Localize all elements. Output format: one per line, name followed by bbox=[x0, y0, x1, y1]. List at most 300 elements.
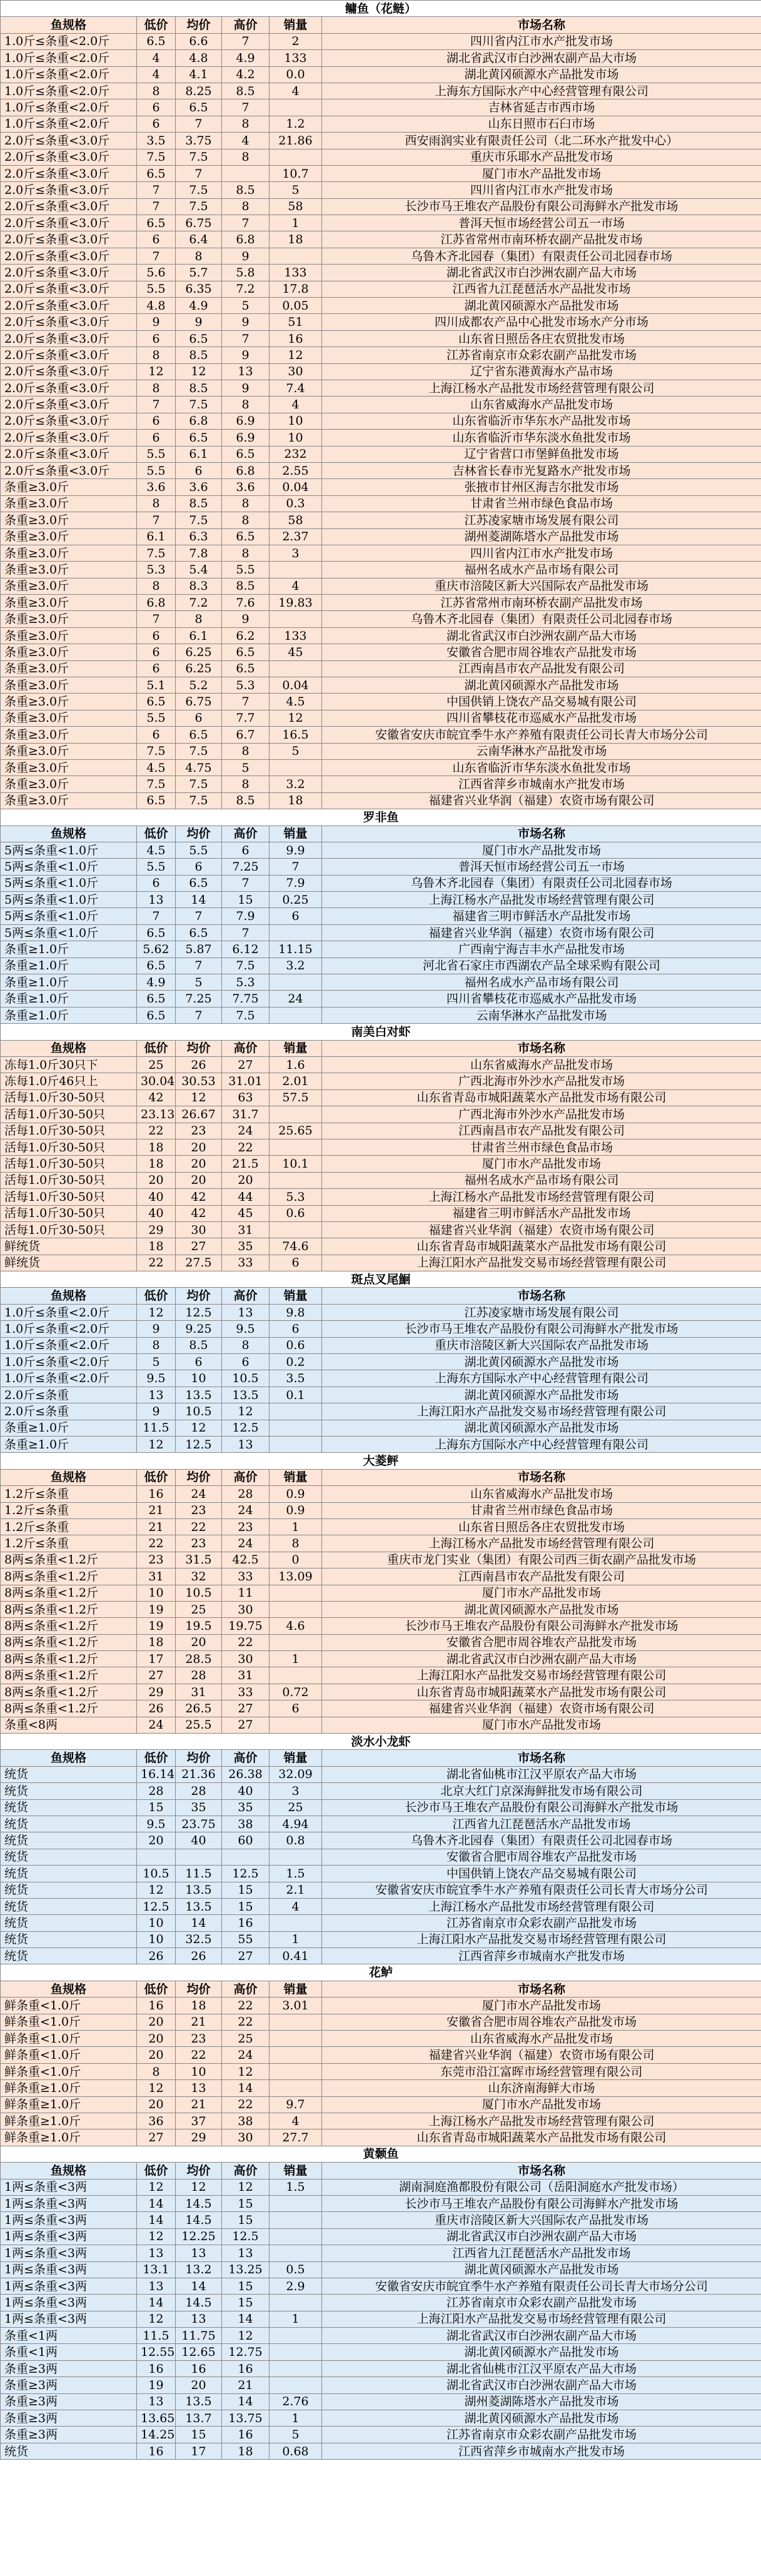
table-row bbox=[1, 1221, 761, 1238]
low-price-cell: 4.8 bbox=[137, 298, 176, 314]
low-price-cell: 18 bbox=[137, 1139, 176, 1155]
spec-cell: 2.0斤≤条重<3.0斤 bbox=[1, 347, 137, 363]
high-price-cell: 20 bbox=[222, 1172, 270, 1188]
spec-cell: 1.0斤≤条重<2.0斤 bbox=[1, 1321, 137, 1337]
volume-cell: 2 bbox=[270, 33, 322, 49]
market-name-cell: 安徽省安庆市皖宜季牛水产养殖有限责任公司长青大市场分公司 bbox=[322, 727, 761, 743]
volume-cell: 1 bbox=[270, 2311, 322, 2327]
avg-price-cell: 7.5 bbox=[176, 182, 222, 198]
avg-price-cell: 15 bbox=[176, 2427, 222, 2443]
avg-price-cell: 25 bbox=[176, 1601, 222, 1617]
low-price-cell: 6 bbox=[137, 430, 176, 446]
spec-cell: 2.0斤≤条重<3.0斤 bbox=[1, 281, 137, 297]
high-price-cell: 7.25 bbox=[222, 859, 270, 875]
spec-cell: 条重≥3.0斤 bbox=[1, 743, 137, 759]
volume-cell: 133 bbox=[270, 627, 322, 644]
spec-cell: 条重<8两 bbox=[1, 1717, 137, 1733]
avg-price-cell: 11.75 bbox=[176, 2328, 222, 2344]
table-row bbox=[1, 1799, 761, 1816]
high-price-cell: 24 bbox=[222, 1502, 270, 1518]
avg-price-cell: 20 bbox=[176, 1172, 222, 1188]
market-name-cell: 中国供销上饶农产品交易城有限公司 bbox=[322, 694, 761, 710]
spec-cell: 2.0斤≤条重<3.0斤 bbox=[1, 133, 137, 149]
high-price-cell: 5.3 bbox=[222, 974, 270, 991]
high-price-cell: 55 bbox=[222, 1931, 270, 1947]
high-price-cell: 7 bbox=[222, 694, 270, 710]
low-price-cell: 13 bbox=[137, 1386, 176, 1403]
table-row bbox=[1, 2113, 761, 2129]
market-name-cell: 四川省攀枝花市巡威水产品批发市场 bbox=[322, 991, 761, 1007]
avg-price-cell: 6.5 bbox=[176, 924, 222, 941]
table-row bbox=[1, 1189, 761, 1205]
spec-cell: 鲜条重<1.0斤 bbox=[1, 2031, 137, 2047]
high-price-cell: 31.7 bbox=[222, 1106, 270, 1123]
table-row bbox=[1, 1915, 761, 1931]
spec-cell: 2.0斤≤条重<3.0斤 bbox=[1, 430, 137, 446]
high-price-cell: 24 bbox=[222, 1123, 270, 1139]
spec-cell: 1.0斤≤条重<2.0斤 bbox=[1, 83, 137, 99]
column-header-row bbox=[1, 1040, 761, 1056]
spec-cell: 1两≤条重<3两 bbox=[1, 2245, 137, 2261]
market-name-header: 市场名称 bbox=[322, 1040, 761, 1056]
spec-cell: 1两≤条重<3两 bbox=[1, 2212, 137, 2228]
spec-cell: 条重≥3两 bbox=[1, 2410, 137, 2427]
avg-price-cell: 27.5 bbox=[176, 1255, 222, 1271]
low-price-cell: 28 bbox=[137, 1783, 176, 1799]
low-price-cell: 10.5 bbox=[137, 1866, 176, 1882]
spec-header: 鱼规格 bbox=[1, 826, 137, 842]
avg-price-cell: 10 bbox=[176, 1370, 222, 1386]
market-name-cell: 中国供销上饶农产品交易城有限公司 bbox=[322, 1866, 761, 1882]
low-price-cell: 26 bbox=[137, 1948, 176, 1964]
high-price-cell: 6.8 bbox=[222, 462, 270, 478]
spec-cell: 5两≤条重<1.0斤 bbox=[1, 859, 137, 875]
table-row bbox=[1, 66, 761, 83]
low-price-cell: 11.5 bbox=[137, 1420, 176, 1436]
avg-price-cell: 26.67 bbox=[176, 1106, 222, 1123]
market-name-cell: 山东省日照岳各庄农贸批发市场 bbox=[322, 330, 761, 346]
market-name-cell: 山东省临沂市华东淡水鱼批发市场 bbox=[322, 759, 761, 775]
table-row bbox=[1, 1304, 761, 1320]
spec-cell: 条重≥3.0斤 bbox=[1, 578, 137, 594]
volume-header: 销量 bbox=[270, 2163, 322, 2179]
volume-cell: 25 bbox=[270, 1799, 322, 1816]
section-title: 鳙鱼（花鲢） bbox=[1, 1, 761, 17]
spec-cell: 8两≤条重<1.2斤 bbox=[1, 1684, 137, 1700]
avg-price-header: 均价 bbox=[176, 826, 222, 842]
low-price-cell: 8 bbox=[137, 380, 176, 396]
avg-price-cell: 7.5 bbox=[176, 149, 222, 165]
market-name-cell: 北京大红门京深海鲜批发市场有限公司 bbox=[322, 1783, 761, 1799]
avg-price-cell: 4.75 bbox=[176, 759, 222, 775]
volume-cell: 0.2 bbox=[270, 1354, 322, 1370]
volume-cell bbox=[270, 1106, 322, 1123]
market-name-cell: 福建省兴业华润（福建）农资市场有限公司 bbox=[322, 1221, 761, 1238]
volume-cell: 5 bbox=[270, 182, 322, 198]
spec-cell: 统货 bbox=[1, 1849, 137, 1865]
market-name-cell: 厦门市水产品批发市场 bbox=[322, 2096, 761, 2113]
high-price-cell: 8 bbox=[222, 743, 270, 759]
volume-cell: 9.8 bbox=[270, 1304, 322, 1320]
avg-price-header: 均价 bbox=[176, 17, 222, 33]
low-price-cell: 7.5 bbox=[137, 743, 176, 759]
spec-cell: 1.0斤≤条重<2.0斤 bbox=[1, 1337, 137, 1353]
volume-cell: 232 bbox=[270, 446, 322, 462]
section-title-row bbox=[1, 1453, 761, 1469]
low-price-cell: 14 bbox=[137, 2195, 176, 2211]
market-name-cell: 上海江杨水产品批发市场经营管理有限公司 bbox=[322, 380, 761, 396]
market-name-cell: 安徽省合肥市周谷堆农产品批发市场 bbox=[322, 644, 761, 660]
low-price-cell: 4.9 bbox=[137, 974, 176, 991]
spec-cell: 统货 bbox=[1, 1931, 137, 1947]
market-name-cell: 厦门市水产品批发市场 bbox=[322, 1585, 761, 1601]
table-row bbox=[1, 2377, 761, 2393]
market-name-cell: 湖北黄冈硕源水产品批发市场 bbox=[322, 1354, 761, 1370]
high-price-cell: 24 bbox=[222, 1535, 270, 1552]
volume-cell: 58 bbox=[270, 512, 322, 528]
table-row bbox=[1, 2261, 761, 2278]
volume-cell: 57.5 bbox=[270, 1089, 322, 1106]
low-price-cell: 7 bbox=[137, 248, 176, 264]
avg-price-cell: 23 bbox=[176, 1535, 222, 1552]
volume-cell bbox=[270, 2295, 322, 2311]
table-row bbox=[1, 2311, 761, 2327]
table-row bbox=[1, 1667, 761, 1684]
market-name-cell: 乌鲁木齐北园春（集团）有限责任公司北园春市场 bbox=[322, 248, 761, 264]
table-row bbox=[1, 83, 761, 99]
low-price-cell: 12 bbox=[137, 1436, 176, 1452]
table-row bbox=[1, 1502, 761, 1518]
low-price-cell: 23.13 bbox=[137, 1106, 176, 1123]
volume-cell: 0.04 bbox=[270, 479, 322, 495]
low-price-cell: 13 bbox=[137, 892, 176, 908]
avg-price-cell: 16 bbox=[176, 2360, 222, 2376]
market-name-cell: 江苏省常州市南环桥农副产品批发市场 bbox=[322, 595, 761, 611]
volume-cell bbox=[270, 1403, 322, 1420]
spec-cell: 活每1.0斤30-50只 bbox=[1, 1139, 137, 1155]
market-name-cell: 安徽省安庆市皖宜季牛水产养殖有限责任公司长青大市场分公司 bbox=[322, 2278, 761, 2294]
avg-price-cell: 9.25 bbox=[176, 1321, 222, 1337]
market-name-header: 市场名称 bbox=[322, 826, 761, 842]
market-name-cell: 山东省威海水产品批发市场 bbox=[322, 1486, 761, 1502]
market-name-cell: 湖北省武汉市白沙洲农副产品大市场 bbox=[322, 627, 761, 644]
column-header-row bbox=[1, 1981, 761, 1997]
table-row bbox=[1, 2228, 761, 2245]
market-name-cell: 山东省威海水产品批发市场 bbox=[322, 1057, 761, 1073]
section-title: 罗非鱼 bbox=[1, 809, 761, 826]
volume-cell: 0.72 bbox=[270, 1684, 322, 1700]
avg-price-cell: 12.65 bbox=[176, 2344, 222, 2360]
high-price-cell: 7.9 bbox=[222, 908, 270, 924]
volume-cell: 21.86 bbox=[270, 133, 322, 149]
volume-cell: 3.5 bbox=[270, 1370, 322, 1386]
market-name-cell: 江西省九江琵琶活水产品批发市场 bbox=[322, 2245, 761, 2261]
avg-price-cell: 8.5 bbox=[176, 495, 222, 512]
spec-cell: 鲜条重≥1.0斤 bbox=[1, 2080, 137, 2096]
spec-cell: 8两≤条重<1.2斤 bbox=[1, 1700, 137, 1717]
spec-cell: 条重≥1.0斤 bbox=[1, 991, 137, 1007]
column-header-row bbox=[1, 1288, 761, 1304]
volume-cell: 4.94 bbox=[270, 1816, 322, 1832]
high-price-cell: 7.6 bbox=[222, 595, 270, 611]
low-price-cell: 22 bbox=[137, 1123, 176, 1139]
high-price-cell: 15 bbox=[222, 1882, 270, 1898]
avg-price-cell: 28 bbox=[176, 1783, 222, 1799]
market-name-cell: 江西省萍乡市城南水产批发市场 bbox=[322, 1948, 761, 1964]
market-name-cell: 湖南洞庭渔都股份有限公司（岳阳洞庭水产批发市场） bbox=[322, 2179, 761, 2195]
table-row bbox=[1, 2063, 761, 2079]
spec-header: 鱼规格 bbox=[1, 1750, 137, 1766]
table-row bbox=[1, 1123, 761, 1139]
high-price-cell: 6.5 bbox=[222, 644, 270, 660]
low-price-cell: 12.55 bbox=[137, 2344, 176, 2360]
table-row bbox=[1, 1321, 761, 1337]
market-name-cell: 江苏省南京市众彩农副产品批发市场 bbox=[322, 2295, 761, 2311]
avg-price-cell: 32 bbox=[176, 1568, 222, 1585]
market-name-header: 市场名称 bbox=[322, 17, 761, 33]
avg-price-cell: 18 bbox=[176, 1998, 222, 2014]
high-price-cell: 16 bbox=[222, 1915, 270, 1931]
market-name-cell: 湖北省仙桃市江汉平原农产品大市场 bbox=[322, 1766, 761, 1782]
high-price-cell: 8 bbox=[222, 776, 270, 792]
high-price-cell: 13 bbox=[222, 1304, 270, 1320]
volume-header: 销量 bbox=[270, 826, 322, 842]
market-name-cell: 湖北省武汉市白沙洲农副产品大市场 bbox=[322, 2377, 761, 2393]
high-price-cell: 13 bbox=[222, 1436, 270, 1452]
avg-price-cell: 12.5 bbox=[176, 1304, 222, 1320]
high-price-cell: 30 bbox=[222, 1601, 270, 1617]
volume-cell: 4.5 bbox=[270, 694, 322, 710]
avg-price-cell: 4.9 bbox=[176, 298, 222, 314]
volume-cell: 24 bbox=[270, 991, 322, 1007]
market-name-cell: 上海东方国际水产中心经营管理有限公司 bbox=[322, 1436, 761, 1452]
low-price-cell: 20 bbox=[137, 1172, 176, 1188]
volume-cell: 58 bbox=[270, 198, 322, 215]
spec-cell: 条重≥3.0斤 bbox=[1, 562, 137, 578]
high-price-cell: 63 bbox=[222, 1089, 270, 1106]
market-name-cell: 山东省青岛市城阳蔬菜水产品批发市场有限公司 bbox=[322, 1089, 761, 1106]
market-name-cell: 湖北黄冈硕源水产品批发市场 bbox=[322, 1601, 761, 1617]
volume-cell: 0.8 bbox=[270, 1832, 322, 1849]
avg-price-cell: 12.5 bbox=[176, 1436, 222, 1452]
spec-cell: 5两≤条重<1.0斤 bbox=[1, 842, 137, 858]
avg-price-cell: 7 bbox=[176, 116, 222, 132]
volume-cell bbox=[270, 1585, 322, 1601]
market-name-cell: 云南华淋水产品批发市场 bbox=[322, 1007, 761, 1023]
table-row bbox=[1, 2344, 761, 2360]
spec-cell: 1.0斤≤条重<2.0斤 bbox=[1, 1370, 137, 1386]
avg-price-cell: 22 bbox=[176, 2047, 222, 2063]
table-row bbox=[1, 1783, 761, 1799]
low-price-cell: 8 bbox=[137, 83, 176, 99]
avg-price-cell: 12 bbox=[176, 1420, 222, 1436]
high-price-cell: 33 bbox=[222, 1684, 270, 1700]
avg-price-cell: 6.1 bbox=[176, 446, 222, 462]
spec-cell: 2.0斤≤条重<3.0斤 bbox=[1, 298, 137, 314]
high-price-cell: 4.2 bbox=[222, 66, 270, 83]
avg-price-cell: 31.5 bbox=[176, 1552, 222, 1568]
spec-cell: 活每1.0斤30-50只 bbox=[1, 1089, 137, 1106]
volume-cell: 12 bbox=[270, 347, 322, 363]
market-name-cell: 湖北省武汉市白沙洲农副产品大市场 bbox=[322, 2228, 761, 2245]
low-price-cell: 12 bbox=[137, 363, 176, 380]
spec-cell: 5两≤条重<1.0斤 bbox=[1, 875, 137, 891]
volume-cell bbox=[270, 2031, 322, 2047]
volume-cell: 3.01 bbox=[270, 1998, 322, 2014]
table-row bbox=[1, 595, 761, 611]
high-price-cell: 33 bbox=[222, 1255, 270, 1271]
volume-cell: 45 bbox=[270, 644, 322, 660]
low-price-cell: 8 bbox=[137, 495, 176, 512]
low-price-header: 低价 bbox=[137, 1288, 176, 1304]
section-title-row bbox=[1, 1024, 761, 1040]
low-price-cell: 4 bbox=[137, 66, 176, 83]
spec-cell: 统货 bbox=[1, 1948, 137, 1964]
market-name-cell: 四川省内江市水产批发市场 bbox=[322, 182, 761, 198]
avg-price-cell: 6 bbox=[176, 710, 222, 726]
volume-header: 销量 bbox=[270, 1040, 322, 1056]
table-row bbox=[1, 1832, 761, 1849]
market-name-cell: 湖北黄冈硕源水产品批发市场 bbox=[322, 66, 761, 83]
volume-cell bbox=[270, 2063, 322, 2079]
market-name-header: 市场名称 bbox=[322, 1981, 761, 1997]
avg-price-cell: 13 bbox=[176, 2080, 222, 2096]
avg-price-cell: 13.5 bbox=[176, 2393, 222, 2410]
volume-cell: 3.2 bbox=[270, 957, 322, 974]
high-price-cell: 9 bbox=[222, 347, 270, 363]
low-price-cell: 6.1 bbox=[137, 528, 176, 545]
market-name-cell: 甘肃省兰州市绿色食品市场 bbox=[322, 495, 761, 512]
market-name-cell: 重庆市涪陵区新大兴国际农产品批发市场 bbox=[322, 2212, 761, 2228]
spec-cell: 鲜统货 bbox=[1, 1255, 137, 1271]
low-price-cell: 29 bbox=[137, 1221, 176, 1238]
avg-price-cell: 13.2 bbox=[176, 2261, 222, 2278]
section-title: 黄颡鱼 bbox=[1, 2146, 761, 2162]
high-price-header: 高价 bbox=[222, 17, 270, 33]
table-row bbox=[1, 2031, 761, 2047]
low-price-cell: 27 bbox=[137, 2129, 176, 2146]
high-price-cell: 38 bbox=[222, 1816, 270, 1832]
section-title: 斑点叉尾鮰 bbox=[1, 1271, 761, 1288]
avg-price-cell: 20 bbox=[176, 1139, 222, 1155]
spec-cell: 1两≤条重<3两 bbox=[1, 2195, 137, 2211]
high-price-cell: 5.5 bbox=[222, 562, 270, 578]
high-price-cell: 13 bbox=[222, 2245, 270, 2261]
high-price-header: 高价 bbox=[222, 1469, 270, 1485]
spec-header: 鱼规格 bbox=[1, 1040, 137, 1056]
high-price-cell: 9 bbox=[222, 314, 270, 330]
table-row bbox=[1, 2410, 761, 2427]
low-price-cell: 5.1 bbox=[137, 677, 176, 694]
spec-cell: 条重≥1.0斤 bbox=[1, 1007, 137, 1023]
high-price-cell: 38 bbox=[222, 2113, 270, 2129]
low-price-cell: 5.5 bbox=[137, 462, 176, 478]
high-price-header: 高价 bbox=[222, 1040, 270, 1056]
market-name-cell: 湖北黄冈硕源水产品批发市场 bbox=[322, 1386, 761, 1403]
avg-price-cell: 7.5 bbox=[176, 397, 222, 413]
avg-price-cell: 28.5 bbox=[176, 1651, 222, 1667]
high-price-cell: 12 bbox=[222, 2328, 270, 2344]
avg-price-cell: 42 bbox=[176, 1205, 222, 1221]
avg-price-cell: 23 bbox=[176, 2031, 222, 2047]
spec-cell: 活每1.0斤30-50只 bbox=[1, 1123, 137, 1139]
market-name-cell: 湖北黄冈硕源水产品批发市场 bbox=[322, 677, 761, 694]
low-price-cell: 4.5 bbox=[137, 842, 176, 858]
market-name-cell: 福建省兴业华润（福建）农资市场有限公司 bbox=[322, 2047, 761, 2063]
table-row bbox=[1, 99, 761, 116]
volume-cell: 0.05 bbox=[270, 298, 322, 314]
low-price-cell: 7 bbox=[137, 512, 176, 528]
volume-cell bbox=[270, 2195, 322, 2211]
spec-cell: 统货 bbox=[1, 1799, 137, 1816]
market-name-cell: 长沙市马王堆农产品股份有限公司海鲜水产批发市场 bbox=[322, 1321, 761, 1337]
table-row bbox=[1, 842, 761, 858]
avg-price-cell: 14 bbox=[176, 1915, 222, 1931]
high-price-cell: 15 bbox=[222, 2212, 270, 2228]
low-price-cell: 29 bbox=[137, 1684, 176, 1700]
avg-price-header: 均价 bbox=[176, 1469, 222, 1485]
volume-cell: 2.76 bbox=[270, 2393, 322, 2410]
avg-price-cell: 14.5 bbox=[176, 2212, 222, 2228]
avg-price-cell: 6.25 bbox=[176, 644, 222, 660]
market-name-cell: 湖北省武汉市白沙洲农副产品大市场 bbox=[322, 50, 761, 66]
table-row bbox=[1, 627, 761, 644]
market-name-cell: 广西北海市外沙水产品批发市场 bbox=[322, 1073, 761, 1089]
avg-price-cell: 7.25 bbox=[176, 991, 222, 1007]
column-header-row bbox=[1, 1469, 761, 1485]
volume-cell: 51 bbox=[270, 314, 322, 330]
volume-cell: 7.9 bbox=[270, 875, 322, 891]
spec-cell: 2.0斤≤条重<3.0斤 bbox=[1, 397, 137, 413]
table-row bbox=[1, 1238, 761, 1255]
market-name-cell: 江苏省南京市众彩农副产品批发市场 bbox=[322, 347, 761, 363]
table-row bbox=[1, 2427, 761, 2443]
avg-price-cell: 6.5 bbox=[176, 330, 222, 346]
high-price-cell: 22 bbox=[222, 1998, 270, 2014]
volume-cell: 27.7 bbox=[270, 2129, 322, 2146]
volume-cell: 0.3 bbox=[270, 495, 322, 512]
high-price-cell: 6 bbox=[222, 842, 270, 858]
low-price-cell: 31 bbox=[137, 1568, 176, 1585]
avg-price-cell: 6.1 bbox=[176, 627, 222, 644]
low-price-cell: 12 bbox=[137, 2228, 176, 2245]
table-row bbox=[1, 957, 761, 974]
table-row bbox=[1, 941, 761, 957]
market-name-cell: 湖州菱湖陈塔水产品批发市场 bbox=[322, 2393, 761, 2410]
volume-cell: 0.6 bbox=[270, 1205, 322, 1221]
avg-price-header: 均价 bbox=[176, 1040, 222, 1056]
spec-cell: 1.0斤≤条重<2.0斤 bbox=[1, 1354, 137, 1370]
table-row bbox=[1, 660, 761, 677]
high-price-cell: 7 bbox=[222, 330, 270, 346]
spec-cell: 条重≥3.0斤 bbox=[1, 545, 137, 561]
high-price-cell: 9 bbox=[222, 611, 270, 627]
low-price-cell: 21 bbox=[137, 1518, 176, 1535]
market-name-cell: 山东省威海水产品批发市场 bbox=[322, 2031, 761, 2047]
avg-price-cell: 5.2 bbox=[176, 677, 222, 694]
market-name-cell: 湖北黄冈硕源水产品批发市场 bbox=[322, 2410, 761, 2427]
table-row bbox=[1, 2195, 761, 2211]
avg-price-cell: 6 bbox=[176, 859, 222, 875]
market-name-cell: 上海江杨水产品批发市场经营管理有限公司 bbox=[322, 1898, 761, 1914]
spec-cell: 条重≥1.0斤 bbox=[1, 1420, 137, 1436]
avg-price-cell: 19.5 bbox=[176, 1618, 222, 1634]
volume-cell: 0.41 bbox=[270, 1948, 322, 1964]
high-price-cell: 22 bbox=[222, 2096, 270, 2113]
table-row bbox=[1, 924, 761, 941]
spec-cell: 条重≥3.0斤 bbox=[1, 595, 137, 611]
market-name-cell: 福建省三明市鲜活水产品批发市场 bbox=[322, 1205, 761, 1221]
